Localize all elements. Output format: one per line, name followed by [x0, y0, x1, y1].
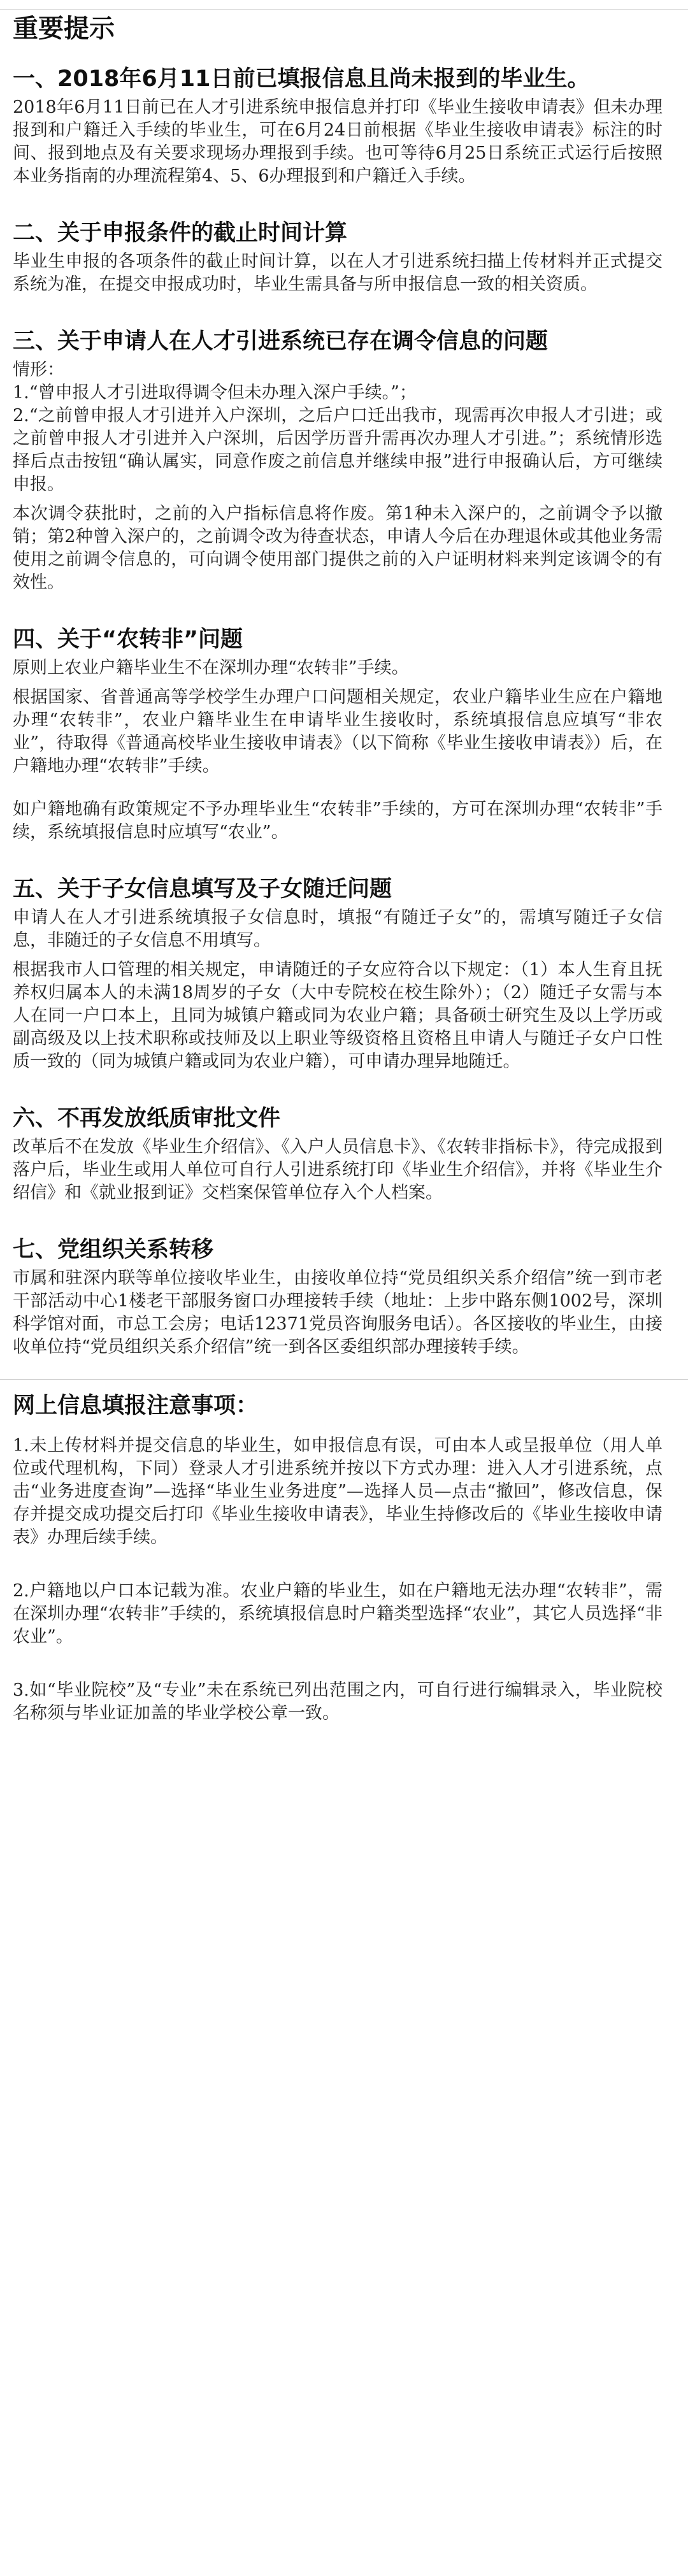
section-3-note: 本次调令获批时，之前的入户指标信息将作废。第1种未入深户的，之前调令予以撤销；第2种曾入深户的，之前调令改为待查状态，申请人今后在办理退休或其他业务需使用之前调令信息的，可向调令使用部门提供之前的入户证明材料来判定该调令的有效性。: [13, 504, 663, 592]
section-4-paragraph-1: 原则上农业户籍毕业生不在深圳办理“农转非”手续。: [13, 658, 409, 678]
section-4-paragraph-2: 根据国家、省普通高等学校学生办理户口问题相关规定，农业户籍毕业生应在户籍地办理“农转非”，农业户籍毕业生在申请毕业生接收时，系统填报信息应填写“非农业”，待取得《普通高校毕业生接收申请表》（以下简称《毕业生接收申请表》）后，在户籍地办理“农转非”手续。: [13, 687, 663, 776]
section-7: [13, 1235, 663, 1359]
section-1-heading: 一、2018年6月11日前已填报信息且尚未报到的毕业生。: [13, 66, 590, 92]
section-5-paragraph-1: 申请人在人才引进系统填报子女信息时，填报“有随迁子女”的，需填写随迁子女信息，非随迁的子女信息不用填写。: [13, 908, 663, 950]
section-3-heading: 三、关于申请人在人才引进系统已存在调令信息的问题: [13, 329, 548, 354]
section-6: [13, 1104, 663, 1205]
page-title: 重要提示: [13, 14, 115, 43]
section-5: [13, 875, 663, 1073]
section-6-heading: 六、不再发放纸质审批文件: [13, 1106, 281, 1131]
section-4: [13, 625, 663, 844]
notes-heading: 网上信息填报注意事项：: [13, 1393, 259, 1419]
notes-item-2: 2.户籍地以户口本记载为准。农业户籍的毕业生，如在户籍地无法办理“农转非”，需在深圳办理“农转非”手续的，系统填报信息时户籍类型选择“农业”，其它人员选择“非农业”。: [13, 1581, 663, 1647]
section-1: [13, 64, 663, 188]
section-6-paragraph: 改革后不在发放《毕业生介绍信》、《入户人员信息卡》、《农转非指标卡》，待完成报到落户后，毕业生或用人单位可自行人引进系统打印《毕业生介绍信》，并将《毕业生介绍信》和《就业报到证》交档案保管单位存入个人档案。: [13, 1137, 663, 1203]
section-3-intro: 情形：: [13, 360, 64, 380]
section-3-case-1: 1.“曾申报人才引进取得调令但未办理入深户手续。”；: [13, 383, 417, 403]
section-2-paragraph: 毕业生申报的各项条件的截止时间计算，以在人才引进系统扫描上传材料并正式提交系统为准，在提交申报成功时，毕业生需具备与所申报信息一致的相关资质。: [13, 252, 663, 294]
section-notes: [13, 1391, 663, 1725]
section-4-paragraph-3: 如户籍地确有政策规定不予办理毕业生“农转非”手续的，方可在深圳办理“农转非”手续，系统填报信息时应填写“农业”。: [13, 799, 663, 842]
section-1-paragraph: 2018年6月11日前已在人才引进系统申报信息并打印《毕业生接收申请表》但未办理报到和户籍迁入手续的毕业生，可在6月24日前根据《毕业生接收申请表》标注的时间、报到地点及有关要求现场办理报到手续。也可等待6月25日系统正式运行后按照本业务指南的办理流程第4、5、6办理报到和户籍迁入手续。: [13, 97, 663, 186]
notes-item-3: 3.如“毕业院校”及“专业”未在系统已列出范围之内，可自行进行编辑录入，毕业院校名称须与毕业证加盖的毕业学校公章一致。: [13, 1680, 663, 1723]
section-7-heading: 七、党组织关系转移: [13, 1237, 214, 1263]
section-4-heading: 四、关于“农转非”问题: [13, 627, 243, 652]
section-2: [13, 218, 663, 296]
section-2-heading: 二、关于申报条件的截止时间计算: [13, 220, 348, 246]
section-7-paragraph: 市属和驻深内联等单位接收毕业生，由接收单位持“党员组织关系介绍信”统一到市老干部活动中心1楼老干部服务窗口办理接转手续（地址：上步中路东侧1002号，深圳科学馆对面，市总工会房；电话12371党员咨询服务电话）。各区接收的毕业生，由接收单位持“党员组织关系介绍信”统一到各区委组织部办理接转手续。: [13, 1268, 663, 1357]
section-3: [13, 327, 663, 594]
section-3-case-2: 2.“之前曾申报人才引进并入户深圳，之后户口迁出我市，现需再次申报人才引进；或之前曾申报人才引进并入户深圳，后因学历晋升需再次办理人才引进。”；系统情形选择后点击按钮“确认属实，同意作废之前信息并继续申报”进行申报确认后，方可继续申报。: [13, 406, 663, 494]
section-5-paragraph-2: 根据我市人口管理的相关规定，申请随迁的子女应符合以下规定：（1）本人生育且抚养权归属本人的未满18周岁的子女（大中专院校在校生除外）；（2）随迁子女需与本人在同一户口本上，且同为城镇户籍或同为农业户籍；具备硕士研究生及以上学历或副高级及以上技术职称或技师及以上职业等级资格且资格且申请人与随迁子女户口性质一致的（同为城镇户籍或同为农业户籍），可申请办理异地随迁。: [13, 960, 663, 1071]
notes-item-1: 1.未上传材料并提交信息的毕业生，如申报信息有误，可由本人或呈报单位（用人单位或代理机构，下同）登录人才引进系统并按以下方式办理：进入人才引进系统，点击“业务进度查询”—选择“毕业生业务进度”—选择人员—点击“撤回”，修改信息，保存并提交成功提交后打印《毕业生接收申请表》，毕业生持修改后的《毕业生接收申请表》办理后续手续。: [13, 1436, 663, 1547]
section-5-heading: 五、关于子女信息填写及子女随迁问题: [13, 877, 392, 902]
